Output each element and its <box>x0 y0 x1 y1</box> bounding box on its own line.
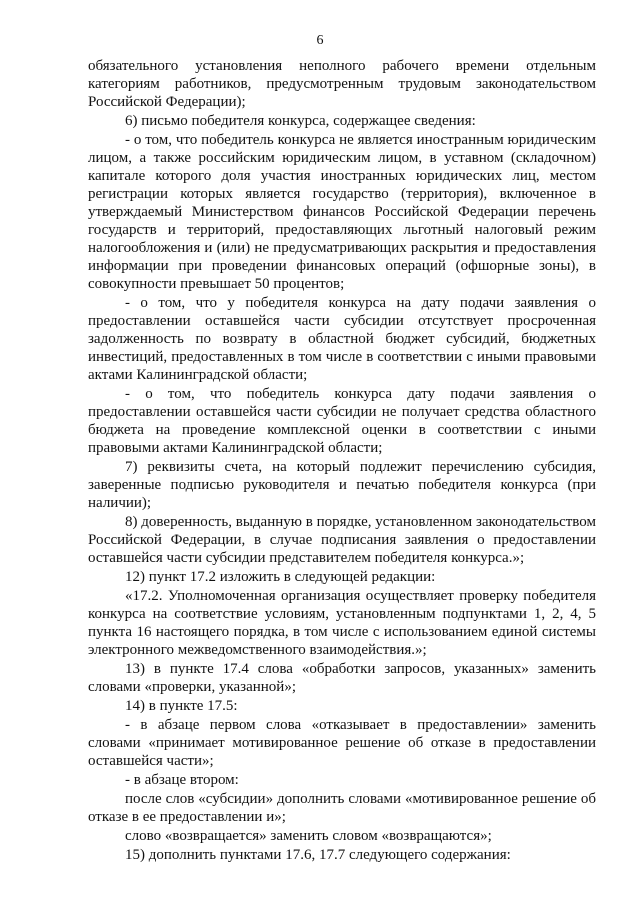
paragraph-replace-word: слово «возвращается» заменить словом «возвращаются»; <box>125 828 492 844</box>
paragraph-item-8: 8) доверенность, выданную в порядке, установленном законодательством Российской Федерации, в случае подписания заявления о предоставлении оставшейся части субсидии представителем победителя конкурса.»; <box>88 514 596 566</box>
paragraph-item-6: 6) письмо победителя конкурса, содержащее сведения: <box>125 113 476 129</box>
paragraph-17-2: «17.2. Уполномоченная организация осуществляет проверку победителя конкурса на соответствие условиям, установленным подпунктами 1, 2, 4, 5 пункта 16 настоящего порядка, в том числе с использованием единой системы электронного межведомственного взаимодействия.»; <box>88 588 596 658</box>
paragraph-item-15: 15) дополнить пунктами 17.6, 17.7 следующего содержания: <box>125 847 511 863</box>
paragraph-no-budget-funds: - о том, что победитель конкурса дату подачи заявления о предоставлении оставшейся части субсидии не получает средства областного бюджета на проведение комплексной оценки в соответствии с иными правовыми актами Калининградской области; <box>88 386 596 456</box>
paragraph-second-clause: - в абзаце втором: <box>125 772 239 788</box>
paragraph-item-14: 14) в пункте 17.5: <box>125 698 238 714</box>
paragraph-foreign-entity: - о том, что победитель конкурса не является иностранным юридическим лицом, а также российским юридическим лицом, в уставном (складочном) капитале которого доля участия иностранных юридических лиц, местом регистрации которых является государство (территория), включенное в утверждаемый Министерством финансов Российской Федерации перечень государств и территорий, предоставляющих льготный налоговый режим налогообложения и (или) не предусматривающих раскрытия и предоставления информации при проведении финансовых операций (офшорные зоны), в совокупности превышает 50 процентов; <box>88 132 596 292</box>
page-number: 6 <box>316 33 324 48</box>
paragraph-item-12: 12) пункт 17.2 изложить в следующей редакции: <box>125 569 436 585</box>
paragraph-item-7: 7) реквизиты счета, на который подлежит перечислению субсидия, заверенные подписью руководителя и печатью победителя конкурса (при наличии); <box>88 459 596 511</box>
paragraph-continuation: обязательного установления неполного рабочего времени отдельным категориям работников, предусмотренным трудовым законодательством Российской Федерации); <box>88 58 596 110</box>
paragraph-item-13: 13) в пункте 17.4 слова «обработки запросов, указанных» заменить словами «проверки, указанной»; <box>88 661 596 695</box>
paragraph-first-clause: - в абзаце первом слова «отказывает в предоставлении» заменить словами «принимает мотивированное решение об отказе в предоставлении оставшейся части»; <box>88 717 596 769</box>
document-body <box>88 57 596 865</box>
paragraph-no-debt: - о том, что у победителя конкурса на дату подачи заявления о предоставлении оставшейся части субсидии отсутствует просроченная задолженность по возврату в областной бюджет субсидий, бюджетных инвестиций, предоставленных в том числе в соответствии с иными правовыми актами Калининградской области; <box>88 295 596 383</box>
paragraph-after-subsidy: после слов «субсидии» дополнить словами «мотивированное решение об отказе в ее предоставлении и»; <box>88 791 596 825</box>
